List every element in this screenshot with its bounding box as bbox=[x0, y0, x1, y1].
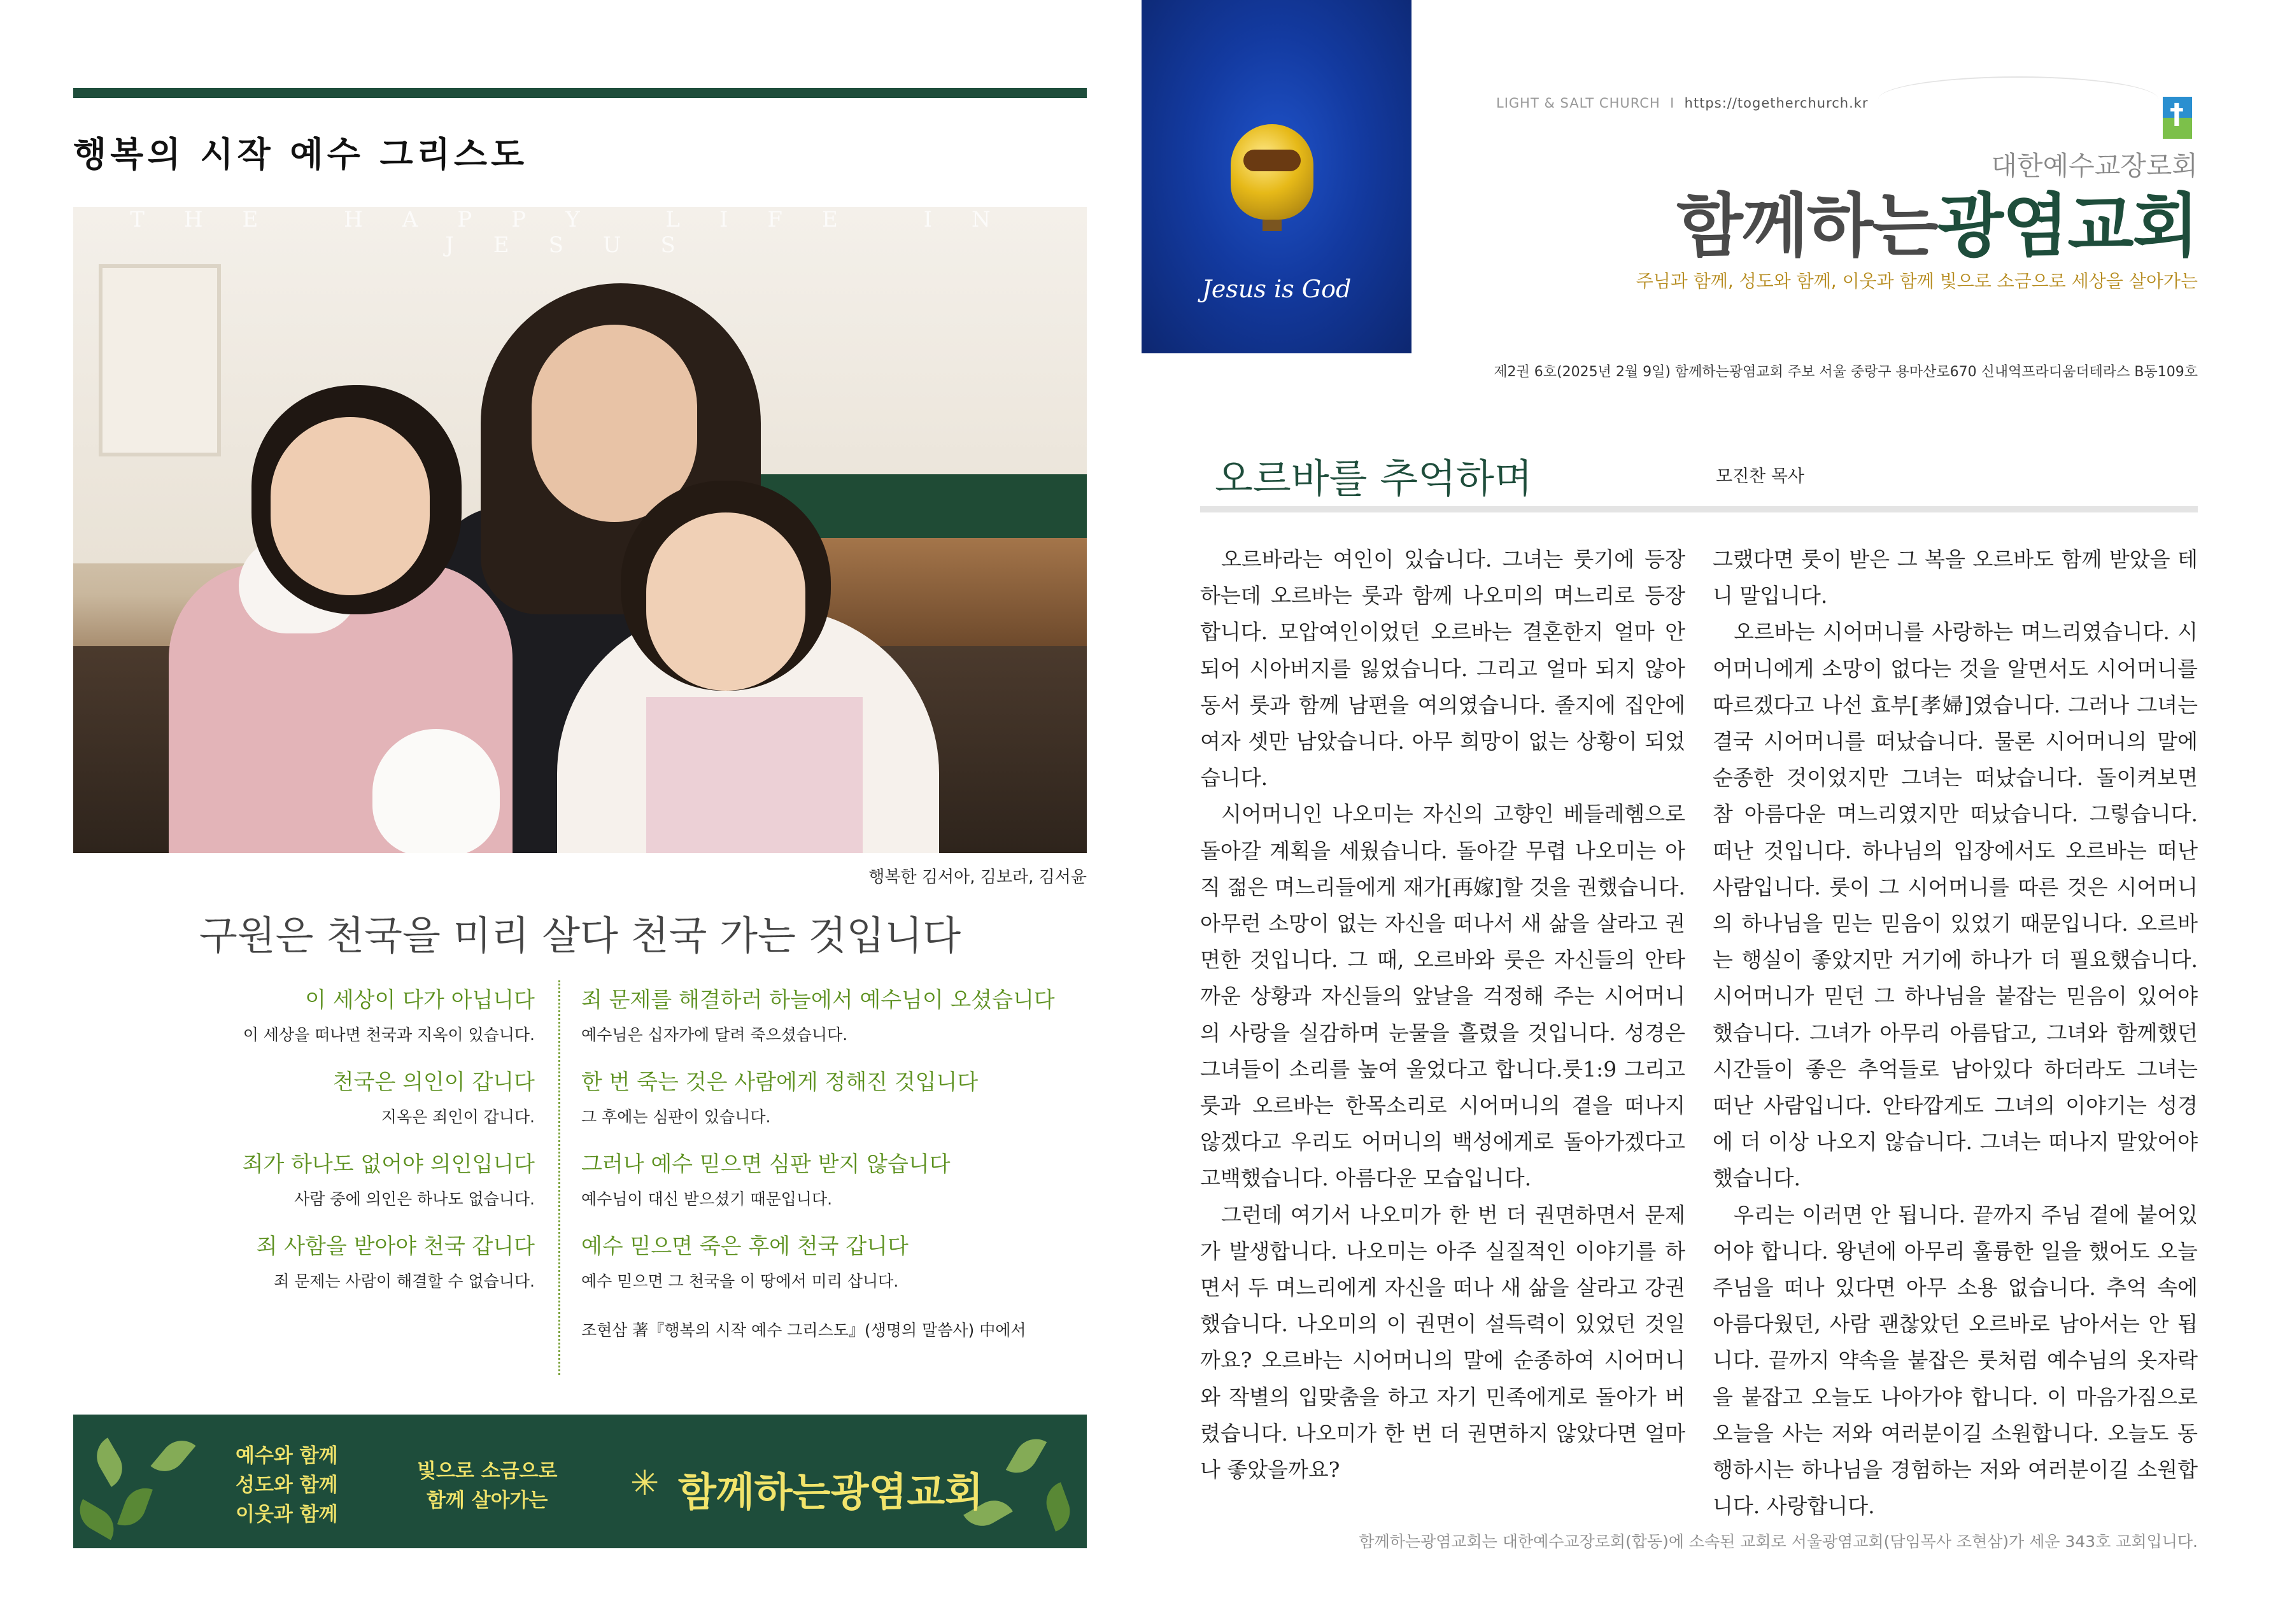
church-tagline: 주님과 함께, 성도와 함께, 이웃과 함께 빛으로 소금으로 세상을 살아가는 bbox=[1636, 271, 2198, 292]
article-rule bbox=[1200, 506, 2198, 512]
article-column-1 bbox=[1200, 541, 1685, 1488]
photo-subtitle: THE HAPPY LIFE IN JESUS bbox=[130, 207, 1030, 258]
article-paragraph: 그런데 여기서 나오미가 한 번 더 권면하면서 문제가 발생합니다. 나오미는 아주 실질적인 이야기를 하면서 두 며느리에게 자신을 떠나 새 삶을 살라고 강권했습니다. 나오미의 이 권면이 설득력이 있었던 것일까요? 오르바는 시어머니의 말에 순종하여 시어머니와 작별의 입맞춤을 하고 자기 민족에게로 돌아가 버렸습니다. 나오미가 한 번 더 권면하지 않았다면 얼마나 좋았을까요? bbox=[1200, 1202, 1685, 1483]
article-paragraph: 그랬다면 룻이 받은 그 복을 오르바도 함께 받았을 테니 말입니다. bbox=[1713, 547, 2198, 609]
balloon-badge bbox=[1243, 150, 1301, 171]
gospel-item bbox=[581, 1064, 978, 1127]
family-photo bbox=[73, 207, 1087, 853]
church-footnote: 함께하는광염교회는 대한예수교장로회(합동)에 소속된 교회로 서울광염교회(담임목사 조현삼)가 세운 343호 교회입니다. bbox=[1359, 1532, 2198, 1551]
gospel-item bbox=[581, 1147, 951, 1210]
girl-left-face bbox=[271, 417, 430, 595]
church-title-part2: 광염교회 bbox=[1937, 187, 2198, 266]
leaf-decoration bbox=[89, 1437, 130, 1487]
site-url[interactable]: https://togetherchurch.kr bbox=[1684, 95, 1869, 111]
leaf-decoration bbox=[1040, 1482, 1076, 1531]
church-banner bbox=[73, 1415, 1087, 1548]
hot-air-balloon-icon bbox=[1231, 124, 1313, 220]
article-paragraph: 시어머니인 나오미는 자신의 고향인 베들레헴으로 돌아갈 계획을 세웠습니다. 돌아갈 무렵 나오미는 아직 젊은 며느리들에게 재가[再嫁]할 것을 권했습니다. 아무런 소망이 없는 자신을 떠나서 새 삶을 살라고 권면한 것입니다. 그 때, 오르바와 룻은 자신들의 안타까운 상황과 자신들의 앞날을 걱정해 주는 시어머니의 사랑을 실감하며 눈물을 흘렸을 것입니다. 성경은 그녀들이 소리를 높여 울었다고 합니다.룻1:9 그리고 룻과 오르바는 한목소리로 시어머니의 곁을 떠나지 않겠다고 우리도 어머니의 백성에게로 돌아가겠다고 고백했습니다. 아름다운 모습입니다. bbox=[1200, 801, 1685, 1191]
leaf-decoration bbox=[150, 1432, 195, 1479]
gospel-item-heading: 예수 믿으면 죽은 후에 천국 갑니다 bbox=[581, 1234, 909, 1259]
gospel-item-heading: 천국은 의인이 갑니다 bbox=[332, 1070, 535, 1095]
church-logo-icon: ✳ bbox=[630, 1463, 660, 1503]
gospel-item-sub: 지옥은 죄인이 갑니다. bbox=[381, 1108, 535, 1126]
girl-right-figure bbox=[646, 697, 863, 853]
gospel-item-heading: 죄 문제를 해결하러 하늘에서 예수님이 오셨습니다 bbox=[581, 987, 1055, 1013]
gospel-item bbox=[581, 982, 1055, 1045]
banner-line: 예수와 함께 bbox=[236, 1444, 338, 1467]
article-paragraph: 오르바라는 여인이 있습니다. 그녀는 룻기에 등장하는데 오르바는 룻과 함께 나오미의 며느리로 등장합니다. 모압여인이었던 오르바는 결혼한지 얼마 안 되어 시아버지를 잃었습니다. 그리고 얼마 되지 않아 동서 룻과 함께 남편을 여의였습니다. 졸지에 집안에 여자 셋만 남았습니다. 아무 희망이 없는 상황이 되었습니다. bbox=[1200, 547, 1685, 791]
church-title-part1: 함께하는 bbox=[1676, 187, 1937, 266]
gospel-item-heading: 한 번 죽는 것은 사람에게 정해진 것입니다 bbox=[581, 1070, 979, 1095]
banner-line: 함께 살아가는 bbox=[426, 1489, 548, 1512]
gospel-item-sub: 죄 문제는 사람이 해결할 수 없습니다. bbox=[274, 1272, 535, 1290]
mother-face bbox=[532, 325, 697, 522]
gospel-item bbox=[243, 982, 535, 1045]
cover-image bbox=[1142, 0, 1411, 353]
paper-heart bbox=[372, 729, 500, 853]
article-paragraph: 오르바는 시어머니를 사랑하는 며느리였습니다. 시어머니에게 소망이 없다는 것을 알면서도 시어머니를 따르겠다고 나선 효부[孝婦]였습니다. 그러나 그녀는 결국 시어머니를 떠났습니다. 물론 시어머니의 말에 순종한 것이었지만 그녀는 떠났습니다. 돌이켜보면 참 아름다운 며느리였지만 떠났습니다. 그렇습니다. 떠난 것입니다. 하나님의 입장에서도 오르바는 떠난 사람입니다. 룻이 그 시어머니를 따른 것은 시어머니의 하나님을 믿는 믿음이 있었기 때문입니다. 오르바는 행실이 좋았지만 거기에 하나가 더 필요했습니다. 시어머니가 믿던 그 하나님을 붙잡는 믿음이 있어야 했습니다. 그녀가 아무리 아름답고, 그녀와 함께했던 시간들이 좋은 추억들로 남아있다 하더라도 그녀는 떠난 사람입니다. 안타깝게도 그녀의 이야기는 성경에 더 이상 나오지 않습니다. 그녀는 떠나지 말았어야 했습니다. bbox=[1713, 619, 2198, 1191]
gospel-item bbox=[243, 1147, 535, 1210]
column-divider bbox=[558, 980, 560, 1375]
photo-caption: 행복한 김서아, 김보라, 김서윤 bbox=[868, 868, 1087, 887]
book-source: 조현삼 著『행복의 시작 예수 그리스도』(생명의 말씀사) 中에서 bbox=[581, 1321, 1026, 1339]
site-info bbox=[1496, 95, 1869, 111]
banner-line: 빛으로 소금으로 bbox=[417, 1460, 558, 1483]
book-title: 행복의 시작 예수 그리스도 bbox=[73, 134, 528, 174]
banner-motto bbox=[417, 1457, 557, 1515]
cover-text: Jesus is God bbox=[1201, 275, 1352, 303]
article-paragraph: 우리는 이러면 안 됩니다. 끝까지 주님 곁에 붙어있어야 합니다. 왕년에 아무리 훌륭한 일을 했어도 오늘 주님을 떠나 있다면 아무 소용 없습니다. 추억 속에 아름다웠던, 사람 괜찮았던 오르바로 남아서는 안 됩니다. 끝까지 약속을 붙잡은 룻처럼 예수님의 옷자락을 붙잡고 오늘도 나아가야 합니다. 이 마음가짐으로 오늘을 사는 저와 여러분이길 소원합니다. 오늘도 동행하시는 하나님을 경험하는 저와 여러분이길 소원합니다. 사랑합니다. bbox=[1713, 1202, 2198, 1519]
article-title: 오르바를 추억하며 bbox=[1215, 455, 1532, 502]
photo-cabinet bbox=[99, 264, 221, 456]
issue-info: 제2권 6호(2025년 2월 9일) 함께하는광염교회 주보 서울 중랑구 용마산로670 신내역프라디움더테라스 B동109호 bbox=[1494, 364, 2198, 380]
leaf-decoration bbox=[73, 1499, 122, 1540]
gospel-item bbox=[257, 1229, 535, 1292]
header-swirl bbox=[1878, 76, 2158, 122]
gospel-item-sub: 예수님이 대신 받으셨기 때문입니다. bbox=[581, 1190, 833, 1208]
gospel-item bbox=[333, 1064, 535, 1127]
gospel-item-heading: 그러나 예수 믿으면 심판 받지 않습니다 bbox=[581, 1152, 951, 1177]
top-rule bbox=[73, 88, 1087, 98]
salvation-headline: 구원은 천국을 미리 살다 천국 가는 것입니다 bbox=[199, 912, 961, 959]
gospel-item-sub: 그 후에는 심판이 있습니다. bbox=[581, 1108, 771, 1126]
banner-church-name: 함께하는광염교회 bbox=[678, 1469, 984, 1515]
article-author: 모진찬 목사 bbox=[1716, 467, 1804, 486]
denomination: 대한예수교장로회 bbox=[1991, 150, 2198, 181]
gospel-item-sub: 이 세상을 떠나면 천국과 지옥이 있습니다. bbox=[243, 1026, 535, 1044]
banner-line: 이웃과 함께 bbox=[236, 1503, 338, 1526]
site-name: LIGHT & SALT CHURCH bbox=[1496, 95, 1660, 111]
gospel-item-sub: 사람 중에 의인은 하나도 없습니다. bbox=[294, 1190, 535, 1208]
gospel-item bbox=[581, 1229, 909, 1292]
cross-icon: † bbox=[2170, 98, 2184, 131]
leaf-decoration bbox=[1006, 1431, 1047, 1481]
gospel-item-heading: 죄 사함을 받아야 천국 갑니다 bbox=[256, 1234, 535, 1259]
gospel-item-heading: 죄가 하나도 없어야 의인입니다 bbox=[242, 1152, 535, 1177]
banner-line: 성도와 함께 bbox=[236, 1474, 338, 1497]
gospel-item-sub: 예수 믿으면 그 천국을 이 땅에서 미리 삽니다. bbox=[581, 1272, 899, 1290]
banner-slogan bbox=[236, 1441, 338, 1529]
balloon-basket bbox=[1263, 220, 1282, 231]
church-title bbox=[1676, 171, 2198, 269]
leaf-decoration bbox=[117, 1482, 153, 1531]
gospel-item-heading: 이 세상이 다가 아닙니다 bbox=[305, 987, 535, 1013]
girl-right-face bbox=[646, 512, 805, 691]
gospel-item-sub: 예수님은 십자가에 달려 죽으셨습니다. bbox=[581, 1026, 848, 1044]
article-column-2 bbox=[1713, 541, 2198, 1524]
site-separator: I bbox=[1670, 95, 1675, 111]
